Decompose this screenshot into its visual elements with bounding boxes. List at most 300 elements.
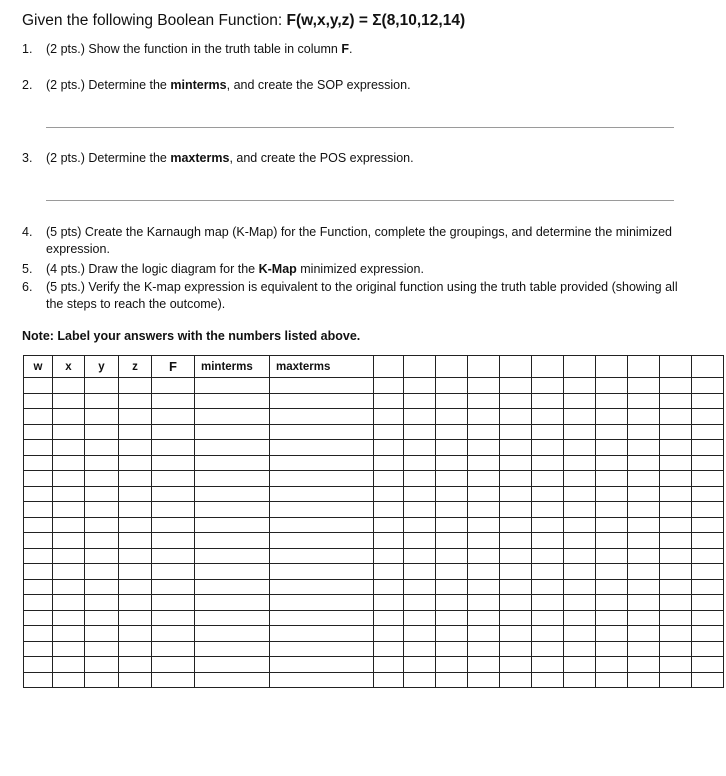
table-cell[interactable] <box>564 626 596 642</box>
table-cell[interactable] <box>152 564 195 580</box>
table-cell[interactable] <box>152 548 195 564</box>
table-cell[interactable] <box>564 657 596 673</box>
table-cell[interactable] <box>404 672 436 688</box>
table-cell[interactable] <box>152 641 195 657</box>
table-cell[interactable] <box>152 440 195 456</box>
table-cell[interactable] <box>24 564 53 580</box>
table-cell[interactable] <box>660 471 692 487</box>
table-cell[interactable] <box>404 502 436 518</box>
table-cell[interactable] <box>436 548 468 564</box>
table-cell[interactable] <box>596 471 628 487</box>
table-cell[interactable] <box>532 393 564 409</box>
table-cell[interactable] <box>152 610 195 626</box>
table-cell[interactable] <box>436 424 468 440</box>
table-cell[interactable] <box>628 657 660 673</box>
table-cell[interactable] <box>374 548 404 564</box>
table-cell[interactable] <box>500 409 532 425</box>
table-cell[interactable] <box>468 409 500 425</box>
table-cell[interactable] <box>596 595 628 611</box>
table-cell[interactable] <box>436 486 468 502</box>
table-cell[interactable] <box>500 502 532 518</box>
table-cell[interactable] <box>596 548 628 564</box>
table-cell[interactable] <box>119 626 152 642</box>
table-cell[interactable] <box>152 409 195 425</box>
table-cell[interactable] <box>468 533 500 549</box>
table-cell[interactable] <box>374 455 404 471</box>
table-cell[interactable] <box>270 533 374 549</box>
table-cell[interactable] <box>660 409 692 425</box>
table-cell[interactable] <box>152 657 195 673</box>
table-cell[interactable] <box>152 517 195 533</box>
table-cell[interactable] <box>85 409 119 425</box>
table-cell[interactable] <box>195 579 270 595</box>
table-cell[interactable] <box>628 533 660 549</box>
table-cell[interactable] <box>564 610 596 626</box>
table-cell[interactable] <box>119 672 152 688</box>
table-cell[interactable] <box>436 626 468 642</box>
table-cell[interactable] <box>628 610 660 626</box>
table-cell[interactable] <box>270 393 374 409</box>
table-cell[interactable] <box>270 471 374 487</box>
table-cell[interactable] <box>660 564 692 580</box>
table-cell[interactable] <box>53 564 85 580</box>
table-cell[interactable] <box>628 424 660 440</box>
table-cell[interactable] <box>468 564 500 580</box>
answer-line-2[interactable] <box>46 127 674 128</box>
table-cell[interactable] <box>532 626 564 642</box>
table-cell[interactable] <box>500 672 532 688</box>
table-cell[interactable] <box>85 378 119 394</box>
table-cell[interactable] <box>436 502 468 518</box>
table-cell[interactable] <box>532 471 564 487</box>
table-cell[interactable] <box>53 424 85 440</box>
table-cell[interactable] <box>119 471 152 487</box>
table-cell[interactable] <box>692 564 724 580</box>
table-cell[interactable] <box>195 533 270 549</box>
table-cell[interactable] <box>270 579 374 595</box>
table-cell[interactable] <box>119 502 152 518</box>
table-cell[interactable] <box>564 378 596 394</box>
table-cell[interactable] <box>436 564 468 580</box>
table-cell[interactable] <box>436 471 468 487</box>
table-cell[interactable] <box>468 595 500 611</box>
table-cell[interactable] <box>404 378 436 394</box>
table-cell[interactable] <box>119 657 152 673</box>
table-cell[interactable] <box>628 486 660 502</box>
table-cell[interactable] <box>195 424 270 440</box>
table-cell[interactable] <box>374 440 404 456</box>
table-cell[interactable] <box>596 378 628 394</box>
table-cell[interactable] <box>692 393 724 409</box>
table-cell[interactable] <box>660 424 692 440</box>
table-cell[interactable] <box>85 440 119 456</box>
table-cell[interactable] <box>195 455 270 471</box>
table-cell[interactable] <box>404 409 436 425</box>
table-cell[interactable] <box>660 440 692 456</box>
table-cell[interactable] <box>119 610 152 626</box>
table-cell[interactable] <box>85 502 119 518</box>
table-cell[interactable] <box>596 672 628 688</box>
table-cell[interactable] <box>374 409 404 425</box>
table-cell[interactable] <box>374 533 404 549</box>
table-cell[interactable] <box>532 440 564 456</box>
table-cell[interactable] <box>270 424 374 440</box>
table-cell[interactable] <box>596 610 628 626</box>
table-cell[interactable] <box>404 548 436 564</box>
table-cell[interactable] <box>500 626 532 642</box>
table-cell[interactable] <box>500 424 532 440</box>
table-cell[interactable] <box>500 393 532 409</box>
table-cell[interactable] <box>24 579 53 595</box>
table-cell[interactable] <box>500 641 532 657</box>
table-cell[interactable] <box>195 610 270 626</box>
table-cell[interactable] <box>532 517 564 533</box>
table-cell[interactable] <box>195 564 270 580</box>
table-cell[interactable] <box>596 517 628 533</box>
table-cell[interactable] <box>85 393 119 409</box>
table-cell[interactable] <box>500 440 532 456</box>
table-cell[interactable] <box>596 657 628 673</box>
table-cell[interactable] <box>692 579 724 595</box>
table-cell[interactable] <box>532 424 564 440</box>
table-cell[interactable] <box>468 626 500 642</box>
table-cell[interactable] <box>692 626 724 642</box>
table-cell[interactable] <box>119 579 152 595</box>
table-cell[interactable] <box>660 533 692 549</box>
table-cell[interactable] <box>468 393 500 409</box>
table-cell[interactable] <box>24 424 53 440</box>
table-cell[interactable] <box>468 378 500 394</box>
table-cell[interactable] <box>53 626 85 642</box>
table-cell[interactable] <box>436 595 468 611</box>
table-cell[interactable] <box>53 486 85 502</box>
table-cell[interactable] <box>596 409 628 425</box>
table-cell[interactable] <box>24 548 53 564</box>
table-cell[interactable] <box>692 471 724 487</box>
table-cell[interactable] <box>24 657 53 673</box>
table-cell[interactable] <box>436 610 468 626</box>
table-cell[interactable] <box>660 595 692 611</box>
answer-line-3[interactable] <box>46 200 674 201</box>
table-cell[interactable] <box>532 564 564 580</box>
table-cell[interactable] <box>24 533 53 549</box>
table-cell[interactable] <box>374 502 404 518</box>
table-cell[interactable] <box>119 409 152 425</box>
table-cell[interactable] <box>596 533 628 549</box>
table-cell[interactable] <box>404 393 436 409</box>
table-cell[interactable] <box>404 579 436 595</box>
table-cell[interactable] <box>532 595 564 611</box>
table-cell[interactable] <box>660 672 692 688</box>
table-cell[interactable] <box>24 517 53 533</box>
table-cell[interactable] <box>53 641 85 657</box>
table-cell[interactable] <box>660 517 692 533</box>
table-cell[interactable] <box>270 440 374 456</box>
table-cell[interactable] <box>85 626 119 642</box>
table-cell[interactable] <box>119 641 152 657</box>
table-cell[interactable] <box>468 610 500 626</box>
table-cell[interactable] <box>692 378 724 394</box>
table-cell[interactable] <box>53 517 85 533</box>
table-cell[interactable] <box>374 486 404 502</box>
table-cell[interactable] <box>436 672 468 688</box>
table-cell[interactable] <box>500 610 532 626</box>
table-cell[interactable] <box>468 657 500 673</box>
table-cell[interactable] <box>85 471 119 487</box>
table-cell[interactable] <box>564 409 596 425</box>
table-cell[interactable] <box>468 471 500 487</box>
table-cell[interactable] <box>468 424 500 440</box>
table-cell[interactable] <box>692 409 724 425</box>
table-cell[interactable] <box>24 641 53 657</box>
table-cell[interactable] <box>374 378 404 394</box>
table-cell[interactable] <box>628 579 660 595</box>
table-cell[interactable] <box>195 409 270 425</box>
table-cell[interactable] <box>53 533 85 549</box>
table-cell[interactable] <box>692 486 724 502</box>
table-cell[interactable] <box>628 393 660 409</box>
table-cell[interactable] <box>374 610 404 626</box>
table-cell[interactable] <box>660 626 692 642</box>
table-cell[interactable] <box>628 517 660 533</box>
table-cell[interactable] <box>119 595 152 611</box>
table-cell[interactable] <box>404 610 436 626</box>
table-cell[interactable] <box>564 486 596 502</box>
table-cell[interactable] <box>436 409 468 425</box>
table-cell[interactable] <box>53 657 85 673</box>
table-cell[interactable] <box>596 579 628 595</box>
table-cell[interactable] <box>404 595 436 611</box>
table-cell[interactable] <box>374 393 404 409</box>
table-cell[interactable] <box>468 440 500 456</box>
table-cell[interactable] <box>53 502 85 518</box>
table-cell[interactable] <box>436 641 468 657</box>
table-cell[interactable] <box>468 517 500 533</box>
table-cell[interactable] <box>532 409 564 425</box>
table-cell[interactable] <box>500 486 532 502</box>
table-cell[interactable] <box>152 424 195 440</box>
table-cell[interactable] <box>596 641 628 657</box>
table-cell[interactable] <box>628 471 660 487</box>
table-cell[interactable] <box>152 533 195 549</box>
table-cell[interactable] <box>500 595 532 611</box>
table-cell[interactable] <box>270 626 374 642</box>
table-cell[interactable] <box>692 595 724 611</box>
table-cell[interactable] <box>660 641 692 657</box>
table-cell[interactable] <box>628 672 660 688</box>
table-cell[interactable] <box>24 502 53 518</box>
table-cell[interactable] <box>404 440 436 456</box>
table-cell[interactable] <box>119 378 152 394</box>
table-cell[interactable] <box>85 486 119 502</box>
table-cell[interactable] <box>374 657 404 673</box>
table-cell[interactable] <box>195 486 270 502</box>
table-cell[interactable] <box>500 455 532 471</box>
table-cell[interactable] <box>85 657 119 673</box>
table-cell[interactable] <box>374 672 404 688</box>
table-cell[interactable] <box>564 502 596 518</box>
table-cell[interactable] <box>692 610 724 626</box>
table-cell[interactable] <box>660 548 692 564</box>
table-cell[interactable] <box>119 393 152 409</box>
table-cell[interactable] <box>500 471 532 487</box>
table-cell[interactable] <box>628 641 660 657</box>
table-cell[interactable] <box>374 517 404 533</box>
table-cell[interactable] <box>404 626 436 642</box>
table-cell[interactable] <box>119 440 152 456</box>
table-cell[interactable] <box>660 486 692 502</box>
table-cell[interactable] <box>532 579 564 595</box>
table-cell[interactable] <box>374 471 404 487</box>
table-cell[interactable] <box>532 502 564 518</box>
table-cell[interactable] <box>468 502 500 518</box>
table-cell[interactable] <box>270 517 374 533</box>
table-cell[interactable] <box>24 672 53 688</box>
table-cell[interactable] <box>195 657 270 673</box>
table-cell[interactable] <box>152 626 195 642</box>
table-cell[interactable] <box>564 641 596 657</box>
table-cell[interactable] <box>24 486 53 502</box>
table-cell[interactable] <box>270 564 374 580</box>
table-cell[interactable] <box>270 595 374 611</box>
table-cell[interactable] <box>660 393 692 409</box>
table-cell[interactable] <box>404 455 436 471</box>
table-cell[interactable] <box>532 641 564 657</box>
table-cell[interactable] <box>596 626 628 642</box>
table-cell[interactable] <box>404 424 436 440</box>
table-cell[interactable] <box>500 517 532 533</box>
table-cell[interactable] <box>24 610 53 626</box>
table-cell[interactable] <box>500 533 532 549</box>
table-cell[interactable] <box>152 486 195 502</box>
table-cell[interactable] <box>24 409 53 425</box>
table-cell[interactable] <box>564 424 596 440</box>
table-cell[interactable] <box>195 672 270 688</box>
table-cell[interactable] <box>152 672 195 688</box>
table-cell[interactable] <box>596 564 628 580</box>
table-cell[interactable] <box>436 533 468 549</box>
table-cell[interactable] <box>468 548 500 564</box>
table-cell[interactable] <box>53 409 85 425</box>
table-cell[interactable] <box>24 455 53 471</box>
table-cell[interactable] <box>564 672 596 688</box>
table-cell[interactable] <box>85 533 119 549</box>
table-cell[interactable] <box>500 579 532 595</box>
table-cell[interactable] <box>436 657 468 673</box>
table-cell[interactable] <box>692 424 724 440</box>
table-cell[interactable] <box>692 455 724 471</box>
table-cell[interactable] <box>692 502 724 518</box>
table-cell[interactable] <box>692 440 724 456</box>
table-cell[interactable] <box>270 455 374 471</box>
table-cell[interactable] <box>152 579 195 595</box>
table-cell[interactable] <box>628 626 660 642</box>
table-cell[interactable] <box>374 626 404 642</box>
table-cell[interactable] <box>53 548 85 564</box>
table-cell[interactable] <box>24 626 53 642</box>
table-cell[interactable] <box>85 595 119 611</box>
table-cell[interactable] <box>270 641 374 657</box>
table-cell[interactable] <box>692 533 724 549</box>
table-cell[interactable] <box>436 393 468 409</box>
table-cell[interactable] <box>564 579 596 595</box>
table-cell[interactable] <box>195 641 270 657</box>
table-cell[interactable] <box>195 393 270 409</box>
table-cell[interactable] <box>500 564 532 580</box>
table-cell[interactable] <box>468 579 500 595</box>
table-cell[interactable] <box>404 564 436 580</box>
table-cell[interactable] <box>564 533 596 549</box>
table-cell[interactable] <box>374 564 404 580</box>
table-cell[interactable] <box>628 409 660 425</box>
table-cell[interactable] <box>404 517 436 533</box>
table-cell[interactable] <box>85 610 119 626</box>
table-cell[interactable] <box>532 657 564 673</box>
table-cell[interactable] <box>628 378 660 394</box>
table-cell[interactable] <box>195 440 270 456</box>
table-cell[interactable] <box>152 378 195 394</box>
table-cell[interactable] <box>270 548 374 564</box>
table-cell[interactable] <box>692 517 724 533</box>
table-cell[interactable] <box>660 378 692 394</box>
table-cell[interactable] <box>85 548 119 564</box>
table-cell[interactable] <box>85 672 119 688</box>
table-cell[interactable] <box>500 657 532 673</box>
table-cell[interactable] <box>270 610 374 626</box>
table-cell[interactable] <box>53 393 85 409</box>
table-cell[interactable] <box>564 393 596 409</box>
table-cell[interactable] <box>119 548 152 564</box>
table-cell[interactable] <box>85 641 119 657</box>
table-cell[interactable] <box>596 502 628 518</box>
table-cell[interactable] <box>564 595 596 611</box>
table-cell[interactable] <box>596 455 628 471</box>
table-cell[interactable] <box>532 548 564 564</box>
table-cell[interactable] <box>500 548 532 564</box>
table-cell[interactable] <box>660 502 692 518</box>
table-cell[interactable] <box>436 378 468 394</box>
table-cell[interactable] <box>692 548 724 564</box>
table-cell[interactable] <box>564 440 596 456</box>
table-cell[interactable] <box>119 517 152 533</box>
table-cell[interactable] <box>53 672 85 688</box>
table-cell[interactable] <box>53 378 85 394</box>
table-cell[interactable] <box>564 517 596 533</box>
table-cell[interactable] <box>436 440 468 456</box>
table-cell[interactable] <box>374 641 404 657</box>
table-cell[interactable] <box>24 393 53 409</box>
table-cell[interactable] <box>628 455 660 471</box>
table-cell[interactable] <box>596 486 628 502</box>
table-cell[interactable] <box>500 378 532 394</box>
table-cell[interactable] <box>374 595 404 611</box>
table-cell[interactable] <box>152 471 195 487</box>
table-cell[interactable] <box>532 378 564 394</box>
table-cell[interactable] <box>660 610 692 626</box>
table-cell[interactable] <box>152 502 195 518</box>
table-cell[interactable] <box>660 579 692 595</box>
table-cell[interactable] <box>404 641 436 657</box>
table-cell[interactable] <box>195 378 270 394</box>
table-cell[interactable] <box>468 672 500 688</box>
table-cell[interactable] <box>374 579 404 595</box>
table-cell[interactable] <box>596 424 628 440</box>
table-cell[interactable] <box>24 471 53 487</box>
table-cell[interactable] <box>119 564 152 580</box>
table-cell[interactable] <box>119 455 152 471</box>
table-cell[interactable] <box>85 579 119 595</box>
table-cell[interactable] <box>53 455 85 471</box>
